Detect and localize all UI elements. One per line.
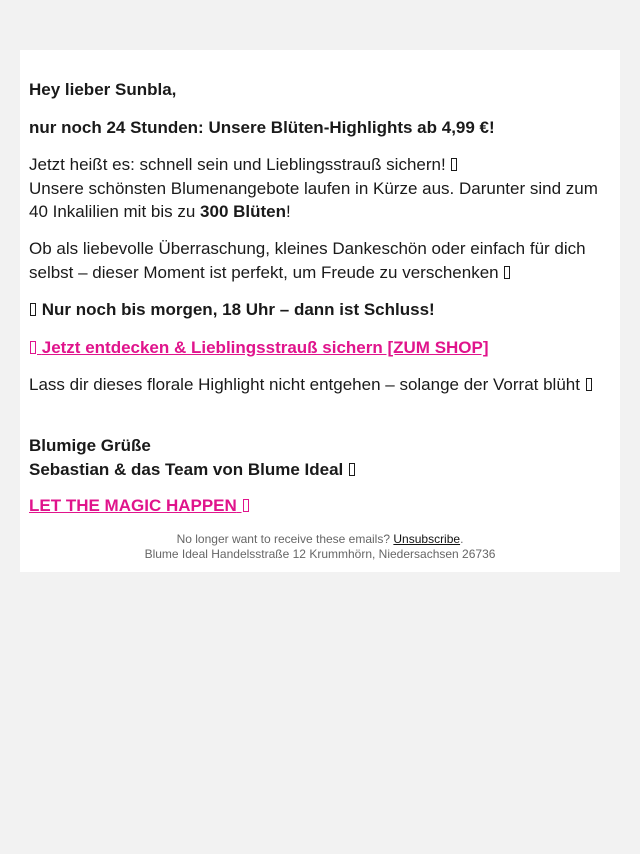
shop-link[interactable] bbox=[29, 338, 489, 357]
unsubscribe-prefix: No longer want to receive these emails? bbox=[176, 532, 391, 546]
unsubscribe-suffix: . bbox=[460, 532, 464, 546]
shop-cta bbox=[29, 336, 489, 360]
deadline-text: Nur noch bis morgen, 18 Uhr – dann ist Schluss! bbox=[41, 300, 435, 319]
sparkle-emoji-icon bbox=[243, 499, 249, 512]
gift-paragraph bbox=[29, 237, 609, 284]
clock-emoji-icon bbox=[30, 303, 36, 316]
headline: nur noch 24 Stunden: Unsere Blüten-Highlights ab 4,99 €! bbox=[29, 118, 495, 137]
intro-bold-highlight: 300 Blüten bbox=[200, 202, 287, 221]
shop-link-label: Jetzt entdecken & Lieblingsstrauß sichern [ZUM SHOP] bbox=[41, 338, 489, 357]
emoji-icon bbox=[451, 158, 457, 171]
magic-link-label: LET THE MAGIC HAPPEN bbox=[29, 496, 237, 515]
gift-text: Ob als liebevolle Überraschung, kleines Dankeschön oder einfach für dich selbst – dieser Moment ist perfekt, um Freude zu verschenken bbox=[29, 239, 586, 282]
emoji-icon bbox=[349, 463, 355, 476]
magic-link[interactable] bbox=[29, 496, 250, 515]
deadline-notice bbox=[29, 298, 435, 322]
unsubscribe-line bbox=[20, 532, 620, 547]
closing-paragraph bbox=[29, 373, 609, 397]
unsubscribe-link[interactable]: Unsubscribe bbox=[393, 532, 461, 546]
signoff-line-2: Sebastian & das Team von Blume Ideal bbox=[29, 459, 344, 479]
greeting: Hey lieber Sunbla, bbox=[29, 80, 177, 99]
intro-line-2: Unsere schönsten Blumenangebote laufen in Kürze aus. Darunter sind zum 40 Inkalilien mit bis zu bbox=[29, 178, 598, 221]
closing-text: Lass dir dieses florale Highlight nicht entgehen – solange der Vorrat blüht bbox=[29, 375, 580, 394]
signoff-line-1: Blumige Grüße bbox=[29, 436, 151, 455]
intro-paragraph bbox=[29, 153, 609, 224]
magic-cta bbox=[29, 494, 250, 518]
emoji-icon bbox=[504, 266, 510, 279]
intro-suffix: ! bbox=[286, 202, 291, 221]
flower-emoji-icon bbox=[30, 341, 36, 354]
email-footer bbox=[20, 532, 620, 562]
intro-line-1: Jetzt heißt es: schnell sein und Lieblingsstrauß sichern! bbox=[29, 155, 446, 174]
email-card bbox=[20, 50, 620, 572]
emoji-icon bbox=[586, 378, 592, 391]
company-address: Blume Ideal Handelsstraße 12 Krummhörn, Niedersachsen 26736 bbox=[144, 547, 496, 561]
signoff bbox=[29, 434, 356, 481]
